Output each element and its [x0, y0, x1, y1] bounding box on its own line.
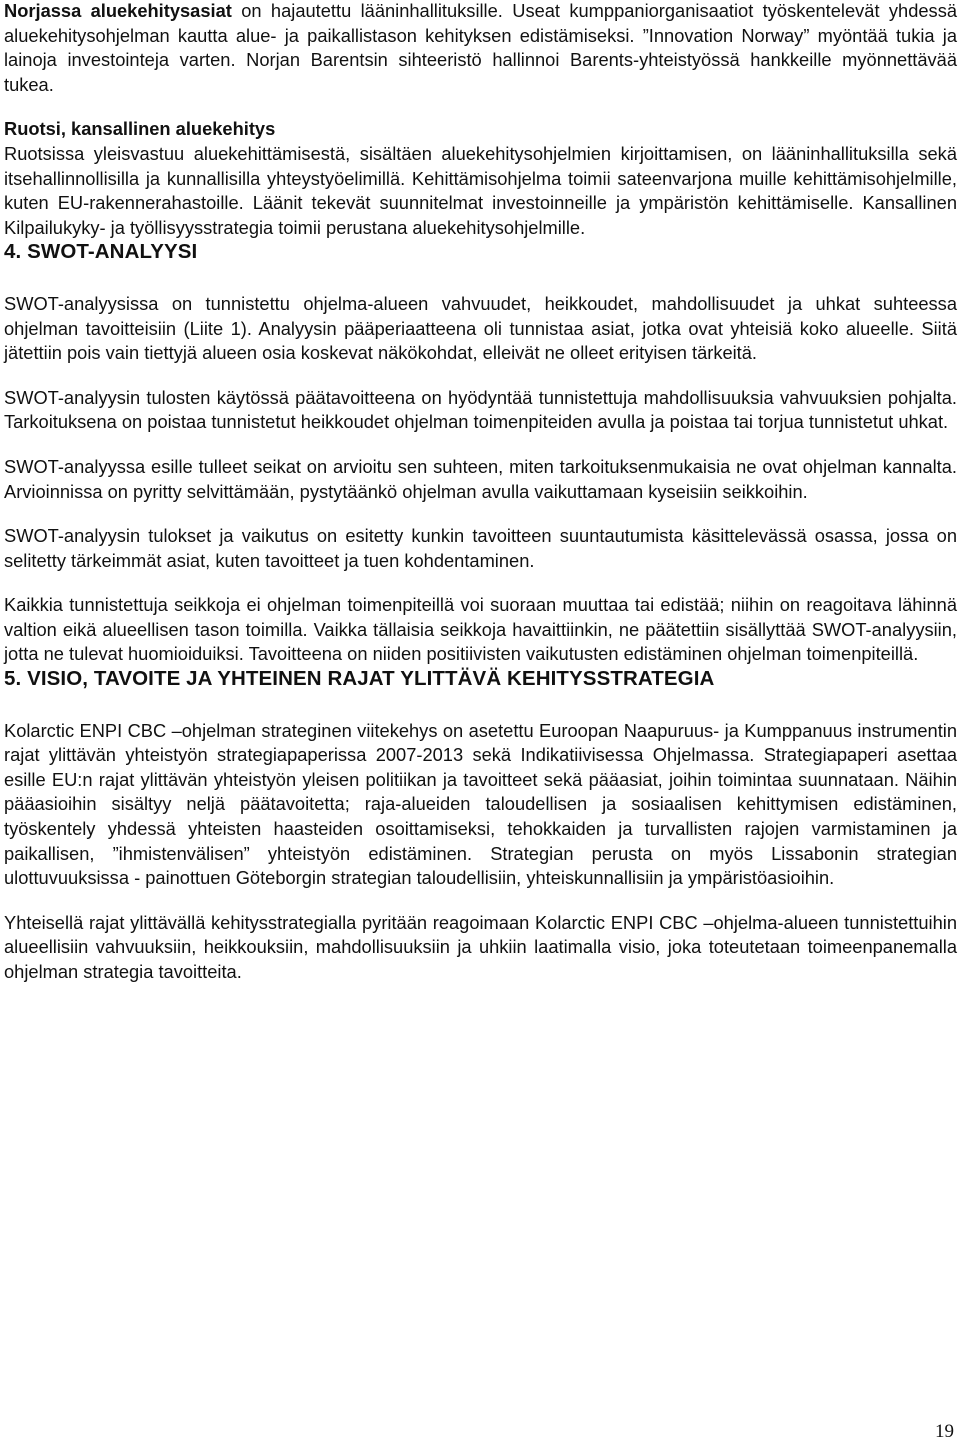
section-4-paragraph-5: Kaikkia tunnistettuja seikkoja ei ohjelman toimenpiteillä voi suoraan muuttaa tai edistää; niihin on reagoitava lähinnä valtion eikä alueellisen tason toimilla. Vaikka tällaisia seikkoja havaittiinkin, ne päätettiin sisällyttää SWOT-analyysiin, jotta ne tulevat huomioiduiksi. Tavoitteena on niiden positiivisten vaikutusten edistäminen ohjelman toimenpiteillä. — [4, 594, 957, 665]
section-5-paragraph-1: Kolarctic ENPI CBC –ohjelman strateginen viitekehys on asetettu Euroopan Naapuruus- ja Kumppanuus instrumentin rajat ylittävän yhteistyön strategiapaperissa 2007-2013 sekä Indikatiivisessa Ohjelmassa. Strategiapaperi asettaa esille EU:n rajat ylittävän yhteistyön yleisen politiikan ja tavoitteet sekä pääasiat, joihin toimintaa suunnataan. Näihin pääasioihin sisältyy neljä päätavoitetta; raja-alueiden taloudellisen ja sosiaalisen kehittymisen edistäminen, työskentely yhdessä yhteisten haasteiden osoittamiseksi, tehokkaiden ja turvallisten rajojen varmistaminen ja paikallisen, ”ihmistenvälisen” yhteistyön edistäminen. Strategian perusta on myös Lissabonin strategian ulottuvuuksissa - painottuen Göteborgin strategian taloudellisiin, yhteiskunnallisiin ja ympäristöasioihin. — [4, 719, 957, 889]
intro-bold-lead: Norjassa aluekehitysasiat — [4, 0, 232, 21]
section-4-paragraph-4: SWOT-analyysin tulokset ja vaikutus on esitetty kunkin tavoitteen suuntautumista käsittelevässä osassa, jossa on selitetty tärkeimmät asiat, kuten tavoitteet ja tuen kohdentaminen. — [4, 525, 957, 571]
intro-paragraph — [4, 0, 957, 97]
ruotsi-block — [4, 117, 957, 240]
section-4-heading: 4. SWOT-ANALYYSI — [4, 240, 198, 264]
section-5-heading: 5. VISIO, TAVOITE JA YHTEINEN RAJAT YLITTÄVÄ KEHITYSSTRATEGIA — [4, 667, 715, 691]
ruotsi-heading: Ruotsi, kansallinen aluekehitys — [4, 118, 276, 140]
section-5-paragraph-2: Yhteisellä rajat ylittävällä kehitysstrategialla pyritään reagoimaan Kolarctic ENPI CBC –ohjelma-alueen tunnistettuihin alueellisiin vahvuuksiin, heikkouksiin, mahdollisuuksiin ja uhkiin laatimalla visio, joka toteutetaan toimeenpanemalla ohjelman strategia tavoitteita. — [4, 911, 957, 982]
section-4-paragraph-3: SWOT-analyyssa esille tulleet seikat on arvioitu sen suhteen, miten tarkoituksenmukaisia ne ovat ohjelman kannalta. Arvioinnissa on pyritty selvittämään, pystytäänkö ohjelman avulla vaikuttamaan kyseisiin seikkoihin. — [4, 455, 957, 502]
intro-text: on hajautettu lääninhallituksille. Useat kumppaniorganisaatiot työskentelevät yhdessä aluekehitysohjelman kautta alue- ja paikallistason kehityksen edistämiseksi. ”Innovation Norway” myöntää tukia ja lainoja investointeja varten. Norjan Barentsin sihteeristö hallinnoi Barents-yhteistyössä hankkeille myönnettävää tukea. — [4, 0, 957, 95]
section-4-paragraph-2: SWOT-analyysin tulosten käytössä päätavoitteena on hyödyntää tunnistettuja mahdollisuuksia vahvuuksien pohjalta. Tarkoituksena on poistaa tunnistetut heikkoudet ohjelman toimenpiteiden avulla ja poistaa tai torjua tunnistetut uhkat. — [4, 386, 957, 433]
ruotsi-paragraph: Ruotsissa yleisvastuu aluekehittämisestä, sisältäen aluekehitysohjelmien kirjoittamisen, on lääninhallituksilla sekä itsehallinnollisilla ja kunnallisilla yhteystyöelimillä. Kehittämisohjelma toimii sateenvarjona muille kehittämisohjelmille, kuten EU-rakennerahastoille. Läänit tekevät suunnitelmat investoinneille ja ympäristön kehittämiselle. Kansallinen Kilpailukyky- ja työllisyysstrategia toimii perustana aluekehitysohjelmille. — [4, 142, 957, 238]
page-number: 19 — [935, 1421, 954, 1442]
section-4-paragraph-1: SWOT-analyysissa on tunnistettu ohjelma-alueen vahvuudet, heikkoudet, mahdollisuudet ja uhkat suhteessa ohjelman tavoitteisiin (Liite 1). Analyysin pääperiaatteena oli tunnistaa asiat, jotka ovat yhteisiä koko alueelle. Siitä jätettiin pois vain tiettyjä alueen osia koskevat näkökohdat, elleivät ne olleet erityisen tärkeitä. — [4, 292, 957, 364]
